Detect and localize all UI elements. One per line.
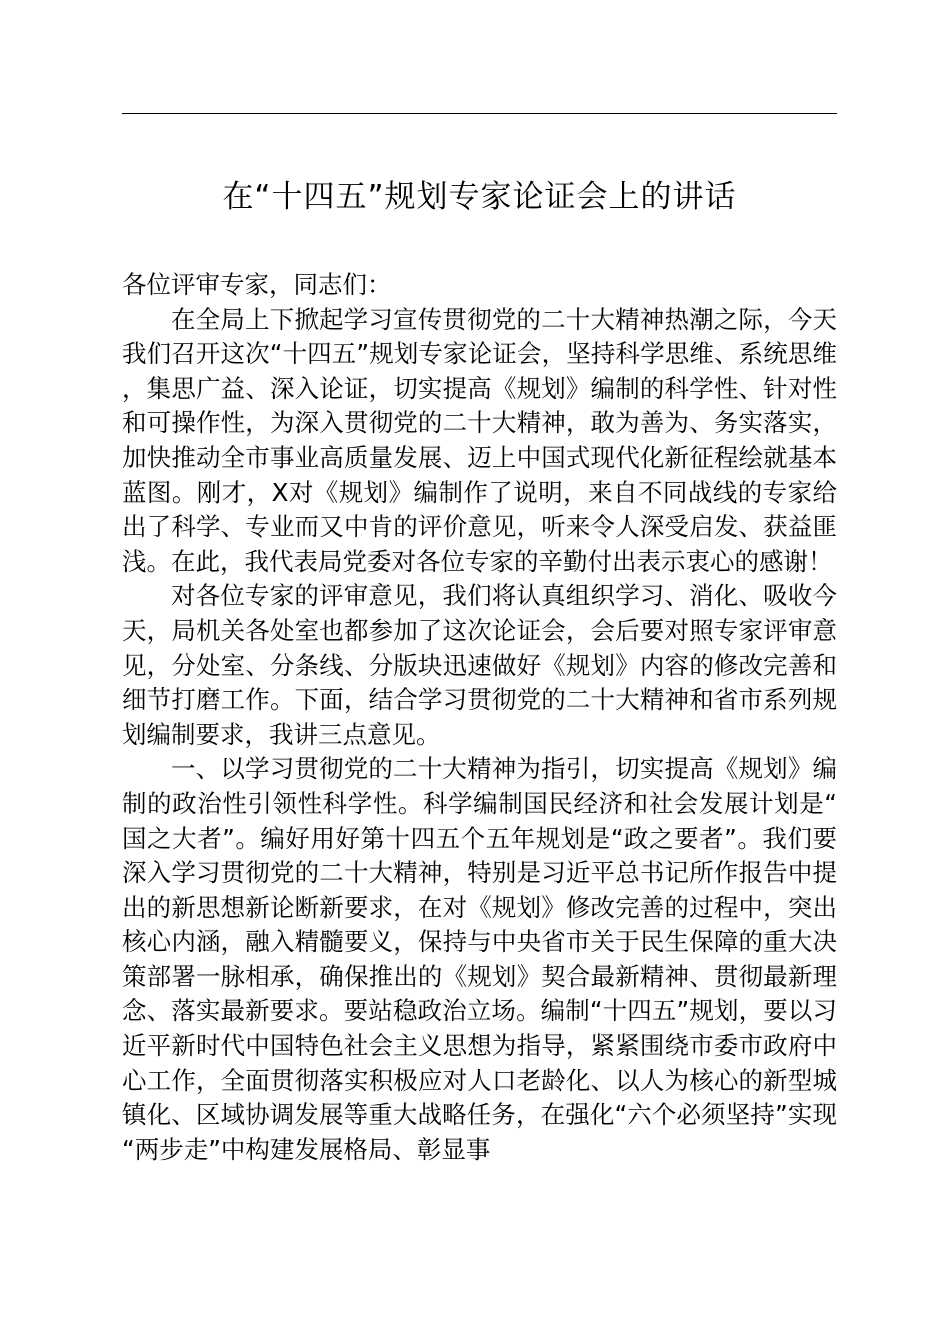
document-body <box>122 268 837 1167</box>
paragraph-2: 对各位专家的评审意见，我们将认真组织学习、消化、吸收今天，局机关各处室也都参加了这次论证会，会后要对照专家评审意见，分处室、分条线、分版块迅速做好《规划》内容的修改完善和细节打磨工作。下面，结合学习贯彻党的二十大精神和省市系列规划编制要求，我讲三点意见。 <box>122 581 837 749</box>
paragraph-1: 在全局上下掀起学习宣传贯彻党的二十大精神热潮之际，今天我们召开这次“十四五”规划专家论证会，坚持科学思维、系统思维，集思广益、深入论证，切实提高《规划》编制的科学性、针对性和可操作性，为深入贯彻党的二十大精神，敢为善为、务实落实，加快推动全市事业高质量发展、迈上中国式现代化新征程绘就基本蓝图。刚才，X对《规划》编制作了说明，来自不同战线的专家给出了科学、专业而又中肯的评价意见，听来令人深受启发、获益匪浅。在此，我代表局党委对各位专家的辛勤付出表示衷心的感谢！ <box>122 304 837 576</box>
header-rule <box>122 113 837 114</box>
paragraph-3: 一、以学习贯彻党的二十大精神为指引，切实提高《规划》编制的政治性引领性科学性。科学编制国民经济和社会发展计划是“国之大者”。编好用好第十四五个五年规划是“政之要者”。我们要深入学习贯彻党的二十大精神，特别是习近平总书记所作报告中提出的新思想新论断新要求，在对《规划》修改完善的过程中，突出核心内涵，融入精髓要义，保持与中央省市关于民生保障的重大决策部署一脉相承，确保推出的《规划》契合最新精神、贯彻最新理念、落实最新要求。要站稳政治立场。编制“十四五”规划，要以习近平新时代中国特色社会主义思想为指导，紧紧围绕市委市政府中心工作，全面贯彻落实积极应对人口老龄化、以人为核心的新型城镇化、区域协调发展等重大战略任务，在强化“六个必须坚持”实现“两步走”中构建发展格局、彰显事 <box>122 754 837 1164</box>
document-title: 在“十四五”规划专家论证会上的讲话 <box>222 179 737 215</box>
greeting: 各位评审专家，同志们： <box>122 270 392 299</box>
